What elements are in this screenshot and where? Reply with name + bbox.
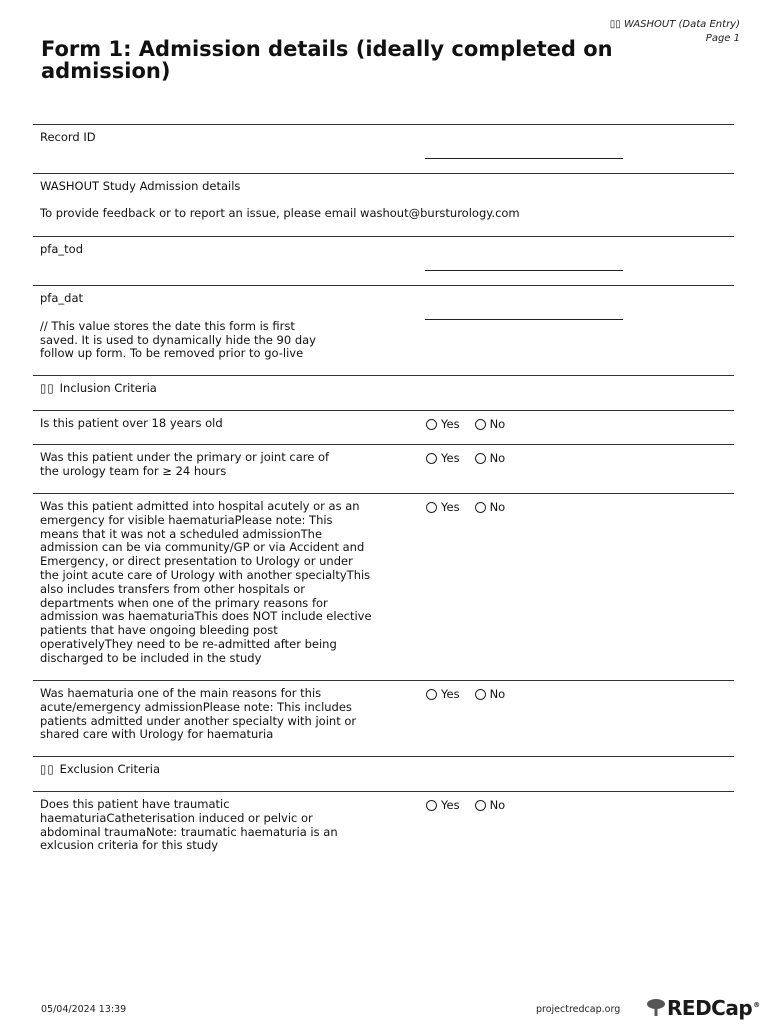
pfa-tod-label: pfa_tod xyxy=(40,242,83,256)
pfa-tod-field[interactable] xyxy=(425,270,623,271)
traumatic-options xyxy=(426,799,520,813)
form-icon: ▯▯ xyxy=(609,19,624,30)
urology-care-no-option[interactable]: No xyxy=(475,452,506,466)
page-number: Page 1 xyxy=(705,33,740,44)
record-id-label: Record ID xyxy=(40,130,96,144)
radio-button[interactable] xyxy=(426,800,437,811)
urology-care-label: Was this patient under the primary or joint care of the urology team for ≥ 24 hours xyxy=(40,450,330,478)
form-fields xyxy=(33,124,734,868)
radio-button[interactable] xyxy=(426,689,437,700)
over-18-label: Is this patient over 18 years old xyxy=(40,416,223,430)
pfa-dat-field[interactable] xyxy=(425,319,623,320)
pfa-dat-row xyxy=(33,285,734,375)
redcap-logo xyxy=(645,996,760,1020)
admitted-acutely-row xyxy=(33,493,734,680)
inclusion-section-header xyxy=(33,375,734,410)
form-title: Form 1: Admission details (ideally completed on admission) xyxy=(41,37,613,83)
radio-button[interactable] xyxy=(475,419,486,430)
exclusion-section-header xyxy=(33,756,734,791)
redcap-logo-text: REDCap® xyxy=(667,996,760,1020)
pfa-tod-row xyxy=(33,236,734,285)
main-reason-yes-option[interactable]: Yes xyxy=(426,688,460,702)
footer-timestamp: 05/04/2024 13:39 xyxy=(41,1004,127,1015)
instrument-name: ▯▯ WASHOUT (Data Entry) xyxy=(609,19,740,30)
urology-care-yes-option[interactable]: Yes xyxy=(426,452,460,466)
section-icon: ▯▯ xyxy=(40,762,55,776)
record-id-field[interactable] xyxy=(425,158,623,159)
inclusion-label: Inclusion Criteria xyxy=(59,381,157,395)
traumatic-label: Does this patient have traumatic haematuriaCatheterisation induced or pelvic or abdominal traumaNote: traumatic haematuria is an exlcusion criteria for this study xyxy=(40,797,338,853)
radio-button[interactable] xyxy=(475,689,486,700)
traumatic-row xyxy=(33,791,734,868)
registered-mark: ® xyxy=(753,1001,760,1010)
radio-button[interactable] xyxy=(426,419,437,430)
radio-button[interactable] xyxy=(475,800,486,811)
pfa-dat-label: pfa_dat xyxy=(40,291,84,305)
admitted-acutely-label: Was this patient admitted into hospital acutely or as an emergency for visible haematuriaPlease note: This means that it was not a scheduled admissionThe admission can be via community/GP or via Accident and Emergency, or direct presentation to Urology or under the joint acute care of Urology with another specialtyThis also includes transfers from other hospitals or departments when one of the primary reasons for admission was haematuriaThis does NOT include elective patients that have ongoing bleeding post operativelyThey need to be re-admitted after being discharged to be included in the study xyxy=(40,499,372,665)
footer-url: projectredcap.org xyxy=(536,1004,621,1015)
main-reason-options xyxy=(426,688,520,702)
redcap-logo-icon xyxy=(645,998,667,1018)
feedback-text: To provide feedback or to report an issue, please email washout@bursturology.com xyxy=(40,205,520,220)
study-details-row xyxy=(33,173,734,236)
main-reason-row xyxy=(33,680,734,756)
traumatic-yes-option[interactable]: Yes xyxy=(426,799,460,813)
radio-button[interactable] xyxy=(426,453,437,464)
urology-care-row xyxy=(33,444,734,493)
exclusion-label: Exclusion Criteria xyxy=(59,762,161,776)
traumatic-no-option[interactable]: No xyxy=(475,799,506,813)
radio-button[interactable] xyxy=(426,502,437,513)
admitted-acutely-no-option[interactable]: No xyxy=(475,501,506,515)
pfa-dat-note: // This value stores the date this form is first saved. It is used to dynamically hide the 90 day follow up form. To be removed prior to go-live xyxy=(40,318,316,361)
radio-button[interactable] xyxy=(475,453,486,464)
main-reason-no-option[interactable]: No xyxy=(475,688,506,702)
admitted-acutely-options xyxy=(426,501,520,515)
over-18-options xyxy=(426,418,520,432)
radio-button[interactable] xyxy=(475,502,486,513)
over-18-yes-option[interactable]: Yes xyxy=(426,418,460,432)
over-18-no-option[interactable]: No xyxy=(475,418,506,432)
section-icon: ▯▯ xyxy=(40,381,55,395)
admitted-acutely-yes-option[interactable]: Yes xyxy=(426,501,460,515)
main-reason-label: Was haematuria one of the main reasons for this acute/emergency admissionPlease note: This includes patients admitted under another specialty with joint or shared care with Urology for haematuria xyxy=(40,686,357,742)
study-details-heading: WASHOUT Study Admission details xyxy=(40,179,241,193)
urology-care-options xyxy=(426,452,520,466)
record-id-row xyxy=(33,124,734,173)
over-18-row xyxy=(33,410,734,444)
